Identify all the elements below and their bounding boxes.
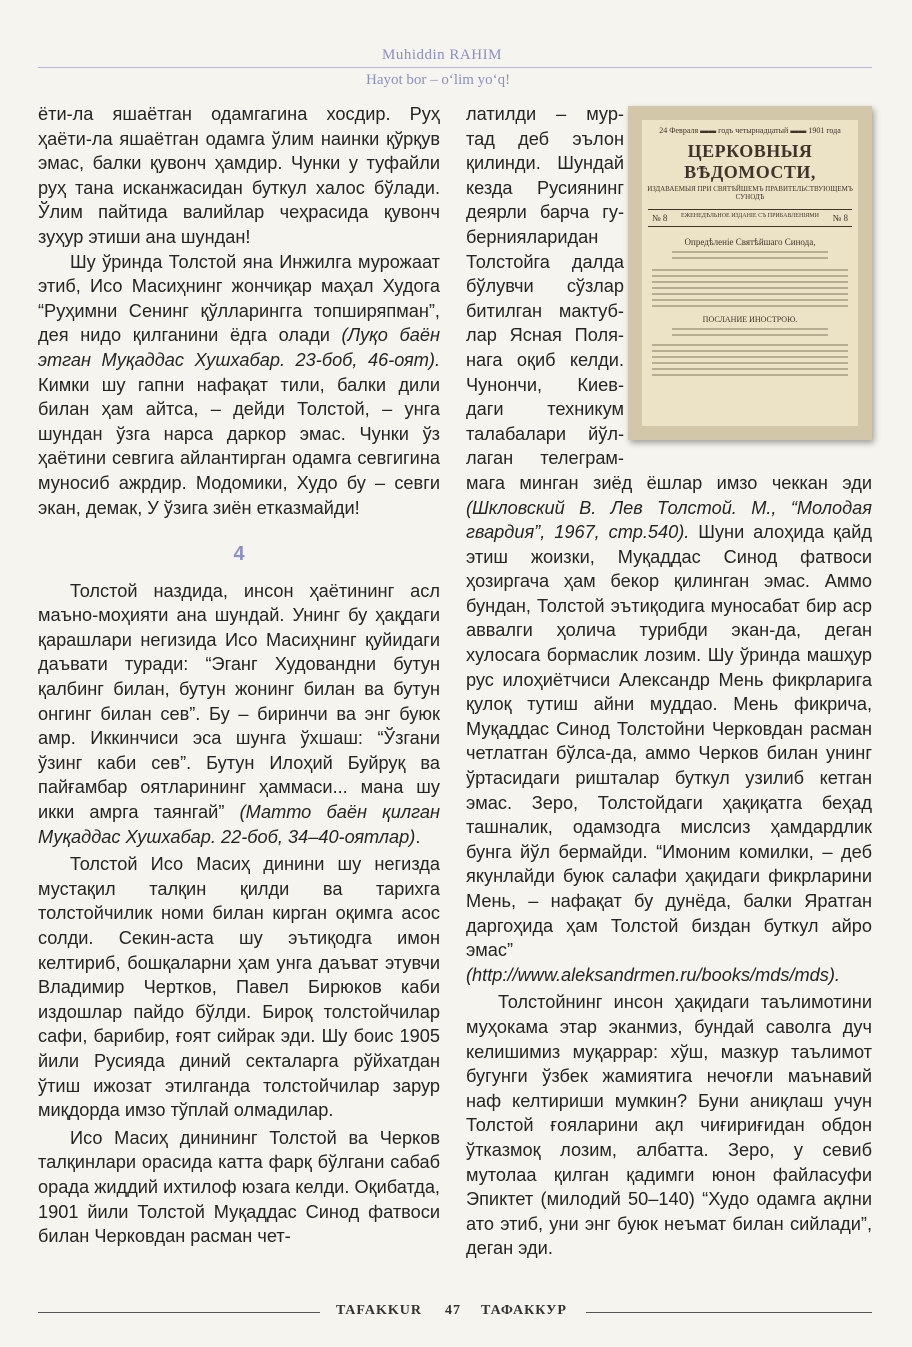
newspaper-body-heading: ПОСЛАНИЕ ИНОСТРОЮ. [702, 315, 798, 324]
text-line-decoration [672, 257, 828, 259]
footer-journal-cyrillic: ТАФАККУР [481, 1303, 567, 1318]
text-line: талабалари йўл- [466, 423, 624, 444]
paragraph: мага минган зиёд ёшлар имзо чеккан эди (Шкловский В. Лев Толстой. М., “Молодая гвардия”, 1967, стр.540). Шуни алоҳида қайд этиш жоизки, Муқаддас Синод фатвоси ҳозиргача ҳам бекор қилинган эмас. Аммо бундан, Толстой эътиқодига муносабат бир аср аввалги ҳолича турибди экан-да, деган хулосага бормаслик лозим. Шу ўринда машҳур рус илоҳиётчиси Александр Мень фикрларига қулоқ тутиш айни муддао. Мень фикрича, Муқаддас Синод Толстойни Черковдан расман четлатган бўлса-да, аммо Черков билан унинг ўртасидаги ришталар буткул узилиб кетган эмас. Зеро, Толстойдаги ҳақиқатга беҳад ташналик, одамзодга мислсиз ҳамдардлик бунга йўл бермайди. “Имоним комилки, – деб якунлайди буюк салафи ҳақидаги фикрларини Мень, – нафақат бу дунёда, балки Яратган даргоҳида ҳам Толстой биздан буткул айро эмас” (http://www.aleksandrmen.ru/books/mds/mds). [466, 472, 872, 985]
text-line: бўлувчи сўзлар [466, 276, 624, 297]
header-author: Muhiddin RAHIM [382, 47, 502, 63]
text-line: деярли барча гу- [466, 202, 624, 223]
paragraph: Исо Масиҳ динининг Толстой ва Черков талқинлари орасида катта фарқ бўлгани сабаб орада жиддий ихтилоф юзага келди. Оқибатда, 1901 йили Толстой Муқаддас Синод фатвоси билан Черковдан расман чет- [38, 1127, 440, 1247]
newspaper-masthead: ЦЕРКОВНЫЯ ВѢДОМОСТИ, [684, 141, 816, 182]
paragraph: Шу ўринда Толстой яна Инжилга мурожаат этиб, Исо Масиҳнинг жончиқар маҳал Худога “Руҳимни Сенинг қўлларингга топширяпман”, дея нидо қилганини ёдга олади (Луқо баён этган Муқаддас Хушхабар. 23-боб, 46-оят). Кимки шу гапни нафақат тили, балки дили билан ҳам айтса, – дейди Толстой, – унга шундан ўзга нарса даркор эмас. Чунки ўз ҳаётини севгига айлантирган одамга севгигина муносиб ажрдир. Модомики, Худо бу – севги экан, демак, У ўзига зиён етказмайди! [38, 251, 440, 518]
issue-number-right: № 8 [832, 213, 848, 223]
text-line-decoration [652, 305, 848, 307]
issue-number-left: № 8 [652, 213, 668, 223]
text-line: нага оқиб келди. [466, 349, 624, 370]
citation: (Матто баён қилган Муқаддас Хушхабар. 22-боб, 34–40-оятлар) [38, 802, 440, 847]
text-line: латилди – мур- [466, 104, 624, 124]
footer-rule-left [38, 1312, 320, 1313]
footer-rule-right [586, 1312, 872, 1313]
text-line: Чунончи, Киев- [466, 374, 624, 395]
newspaper-section-title: Опредѣленіе Святѣйшаго Синода, [684, 237, 816, 247]
text-line: лар Ясная Поля- [466, 325, 624, 346]
text-line-decoration [652, 293, 848, 295]
page-footer [0, 1303, 912, 1323]
text-line-decoration [652, 362, 848, 364]
text-line: кезда Русиянинг [466, 177, 624, 198]
section-number: 4 [233, 543, 245, 566]
text-line-decoration [652, 275, 848, 277]
text-line-decoration [652, 269, 848, 271]
text-line-decoration [652, 281, 848, 283]
text-line-decoration [652, 368, 848, 370]
text-line-decoration [652, 287, 848, 289]
text-line-decoration [672, 251, 828, 253]
newspaper-publisher: ИЗДАВАЕМЫЯ ПРИ СВЯТѢЙШЕМЪ ПРАВИТЕЛЬСТВУЮЩЕМЪ СУНОДѢ [647, 185, 853, 201]
header-rule [38, 67, 872, 68]
text-line: лаган телеграм- [466, 448, 624, 469]
paragraph: Толстой наздида, инсон ҳаётининг асл маъно-моҳияти ана шундай. Унинг бу ҳақдаги қарашлари негизида Исо Масиҳнинг қуйидаги даъвати туради: “Эганг Худовандни бутун қалбинг билан, бутун жонинг билан ва бутун онгинг билан сев”. Бу – биринчи ва энг буюк амр. Иккинчиси эса шунга ўхшаш: “Ўзгани ўзинг каби сев”. Бутун Илоҳий Буйруқ ва пайғамбар оятларининг ҳаммаси... мана шу икки амрга таянгай” (Матто баён қилган Муқаддас Хушхабар. 22-боб, 34–40-оятлар). [38, 580, 440, 847]
left-column [38, 102, 440, 1249]
paragraph: Толстойнинг инсон ҳақидаги таълимотини муҳокама этар эканмиз, бундай саволга дуч келишимиз муқаррар: хўш, мазкур таълимот бугунги ўзбек жамиятига нечоғли маънавий наф келтириши мумкин? Буни аниқлаш учун Толстой ғояларини ақл чиғириғидан обдон ўтказмоқ лозим, албатта. Зеро, у севиб мутолаа қилган қадимги юнон файласуфи Эпиктет (милодий 50–140) “Худо одамга ақлни ато этиб, уни энг буюк неъмат билан сийлади”, деган эди. [466, 992, 872, 1259]
page-number: 47 [445, 1303, 461, 1318]
text-line-decoration [652, 344, 848, 346]
footer-journal-latin: TAFAKKUR [336, 1303, 423, 1318]
header-subtitle: Hayot bor – o‘lim yo‘q! [366, 72, 511, 88]
text-line: бернияларидан [466, 226, 599, 247]
newspaper-page [642, 120, 858, 426]
text-line: даги техникум [466, 399, 624, 420]
text-line: Толстойга далда [466, 251, 624, 272]
text-line: қилинди. Шундай [466, 153, 624, 174]
text-line-decoration [672, 328, 828, 330]
newspaper-date-line: 24 Февраля ▬▬ годъ четырнадцатый ▬▬ 1901 года [659, 126, 841, 135]
paragraph: ёти-ла яшаётган одамгагина хосдир. Руҳ ҳаёти-ла яшаётган одамга ўлим наинки қўрқув эмас, балки қувонч ҳамдир. Чунки у туфайли руҳ тана исканжасидан буткул халос бўлади. Ўлим пайтида валийлар чеҳрасида қувонч зуҳур этиши ана шундан! [38, 104, 440, 247]
citation: (Луқо баён этган Муқаддас Хушхабар. 23-боб, 46-оят). [38, 325, 440, 370]
text-line-decoration [652, 299, 848, 301]
issue-caption: ЕЖЕНЕДѢЛЬНОЕ ИЗДАНІЕ СЪ ПРИБАВЛЕНІЯМИ [681, 213, 819, 219]
text-line-decoration [652, 356, 848, 358]
text-line: тад деб эълон [466, 128, 624, 149]
newspaper-image [628, 106, 872, 440]
text-line: битилган мактуб- [466, 300, 624, 321]
paragraph: Толстой Исо Масиҳ динини шу негизда мустақил талқин қилди ва тарихга толстойчилик номи билан кирган оқимга асос солди. Секин-аста шу эътиқодга имон келтириб, бошқаларни ҳам унга даъват этувчи Владимир Чертков, Павел Бирюков каби издошлар пайдо бўлди. Бироқ толстойчилар сафи, барибир, ғоят сийрак эди. Шу боис 1905 йили Русияда диний секталарга рўйхатдан ўтиш ижозат этилганда толстойчилар зарур миқдорда имзо тўплай олмадилар. [38, 854, 440, 1121]
citation-url: (http://www.aleksandrmen.ru/books/mds/mds). [466, 964, 840, 985]
text-line-decoration [652, 374, 848, 376]
citation: (Шкловский В. Лев Толстой. М., “Молодая гвардия”, 1967, стр.540). [466, 497, 872, 543]
newspaper-issue-bar [648, 209, 852, 227]
text-line-decoration [652, 350, 848, 352]
text-line-decoration [672, 334, 828, 336]
wrapped-text-beside-image [466, 102, 624, 471]
